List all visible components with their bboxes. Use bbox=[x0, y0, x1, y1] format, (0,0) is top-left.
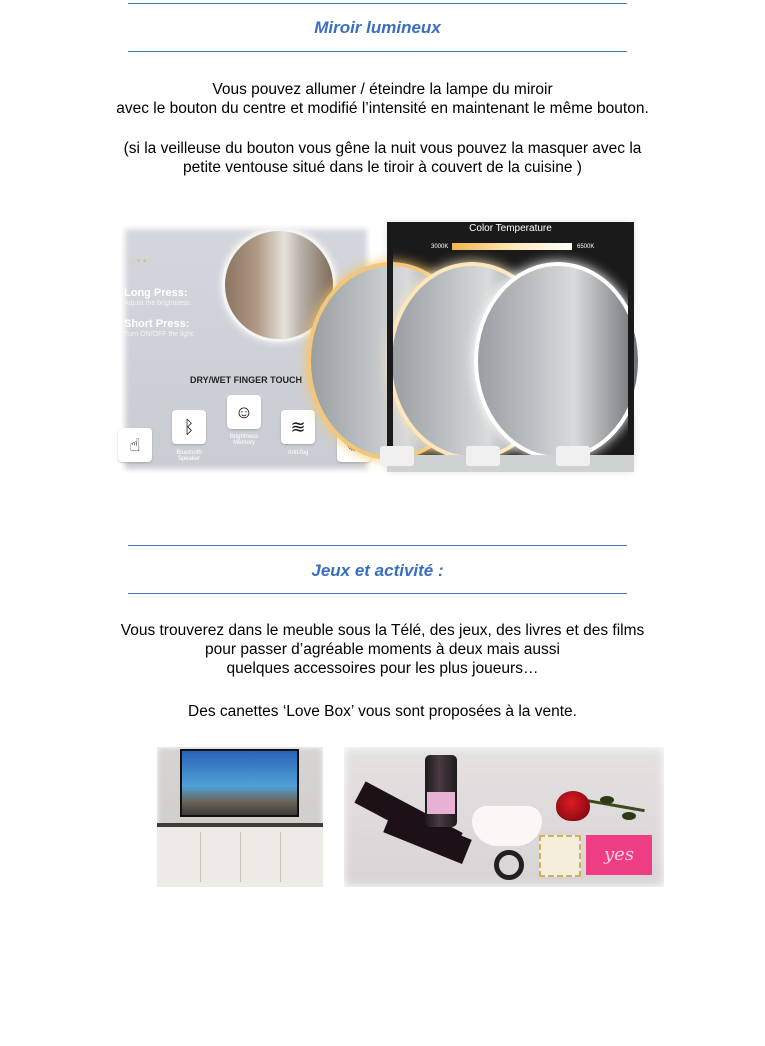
mirror-cool-light bbox=[474, 262, 642, 460]
sink bbox=[466, 446, 500, 466]
mirror-instructions bbox=[40, 80, 725, 118]
text-line: avec le bouton du centre et modifié l’intensité en maintenant le même bouton. bbox=[116, 100, 649, 117]
finger-touch-title: DRY/WET FINGER TOUCH bbox=[190, 375, 302, 385]
panel-edge bbox=[628, 222, 634, 472]
top-rule bbox=[128, 3, 627, 4]
long-press-desc: Adjust the brightness. bbox=[124, 300, 192, 307]
text-line: petite ventouse situé dans le tiroir à couvert de la cuisine ) bbox=[183, 159, 582, 176]
brightness-memory-label: Brightness Memory bbox=[229, 434, 259, 446]
games-description bbox=[40, 621, 725, 678]
text-line: Vous trouverez dans le meuble sous la Télé, des jeux, des livres et des films bbox=[120, 622, 645, 639]
cabinet-divider bbox=[200, 832, 201, 882]
yes-card: yes bbox=[586, 835, 652, 875]
heading-underline bbox=[128, 51, 627, 52]
sink bbox=[556, 446, 590, 466]
cabinet-divider bbox=[280, 832, 281, 882]
section-heading-mirror: Miroir lumineux bbox=[314, 18, 441, 37]
temp-low-label: 3000K bbox=[431, 244, 449, 250]
love-box-note bbox=[40, 702, 725, 721]
rose-leaf bbox=[600, 796, 614, 804]
anti-fog-icon: ≋ bbox=[281, 410, 315, 444]
text-line: quelques accessoires pour les plus joueurs… bbox=[226, 660, 539, 677]
text-line: Vous pouvez allumer / éteindre la lampe du miroir bbox=[212, 81, 553, 98]
anti-fog-label: Anti-fog bbox=[287, 450, 309, 456]
text-line: pour passer d’agréable moments à deux mais aussi bbox=[205, 641, 560, 658]
mirror-nightlight-note bbox=[40, 139, 725, 177]
red-rose bbox=[556, 791, 590, 821]
ring bbox=[494, 850, 524, 880]
love-box-can bbox=[425, 755, 457, 827]
long-press-title: Long Press: bbox=[124, 287, 188, 299]
short-press-title: Short Press: bbox=[124, 318, 190, 330]
section-heading-games: Jeux et activité : bbox=[311, 561, 444, 580]
brightness-memory-icon: ☺ bbox=[227, 395, 261, 429]
sink bbox=[380, 446, 414, 466]
text-line: (si la veilleuse du bouton vous gêne la nuit vous pouvez la masquer avec la bbox=[123, 140, 642, 157]
countertop bbox=[387, 455, 634, 472]
rose-leaf bbox=[622, 812, 636, 820]
brightness-dots-icon: ◌ • • bbox=[128, 256, 147, 267]
panel-edge bbox=[387, 222, 393, 472]
gold-card bbox=[539, 835, 581, 877]
cabinet-divider bbox=[240, 832, 241, 882]
color-temperature-label: Color Temperature bbox=[469, 223, 552, 234]
text-line: Des canettes ‘Love Box’ vous sont proposées à la vente. bbox=[188, 703, 577, 720]
short-press-desc: Turn ON/OFF the light. bbox=[124, 331, 195, 338]
can-label bbox=[427, 792, 455, 814]
heading-underline bbox=[128, 593, 627, 594]
temp-high-label: 6500K bbox=[577, 244, 595, 250]
bluetooth-icon: ᛒ bbox=[172, 410, 206, 444]
section-rule bbox=[128, 545, 627, 546]
color-temperature-bar bbox=[452, 243, 572, 250]
hand-touch-icon: ☝ bbox=[118, 428, 152, 462]
heart-card bbox=[472, 806, 542, 846]
bluetooth-label: Bluetooth Speaker bbox=[176, 450, 202, 462]
tv-screen bbox=[180, 749, 299, 817]
